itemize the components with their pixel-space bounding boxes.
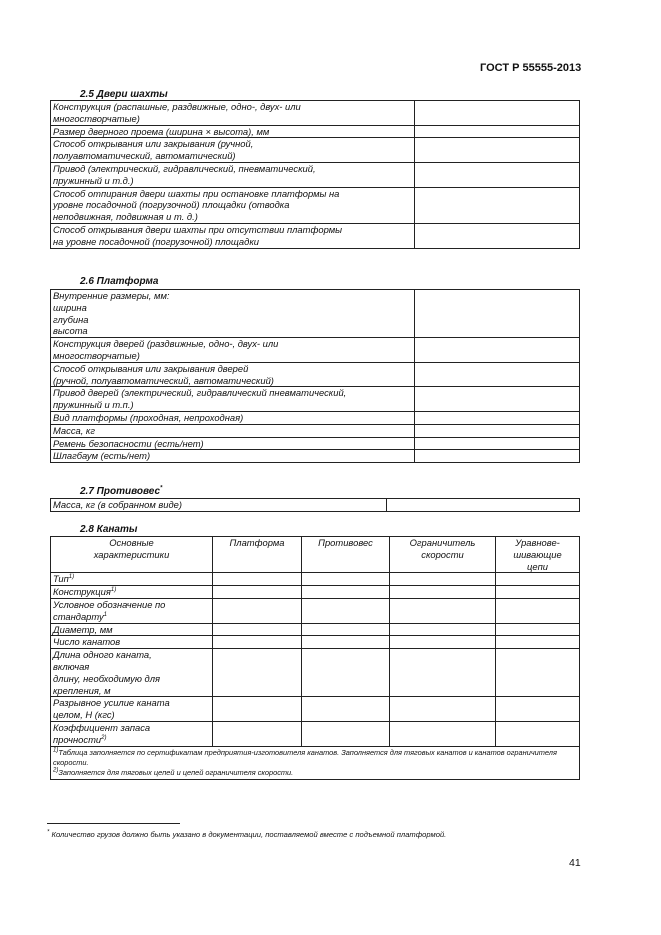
value-cell[interactable] xyxy=(415,411,580,424)
value-cell[interactable] xyxy=(415,290,580,338)
value-cell[interactable] xyxy=(302,586,390,599)
value-cell[interactable] xyxy=(213,649,302,697)
value-cell[interactable] xyxy=(390,623,496,636)
value-cell[interactable] xyxy=(496,697,580,722)
page-number: 41 xyxy=(569,857,581,869)
value-cell[interactable] xyxy=(415,424,580,437)
table-row xyxy=(51,649,580,697)
row-label: Способ открывания или закрывания дверей (ручной, полуавтоматический, автоматический) xyxy=(51,362,415,387)
row-label: Привод дверей (электрический, гидравлический пневматический, пружинный и т.п.) xyxy=(51,387,415,412)
table-row xyxy=(51,411,580,424)
value-cell[interactable] xyxy=(213,598,302,623)
table-row xyxy=(51,598,580,623)
value-cell[interactable] xyxy=(415,387,580,412)
value-cell[interactable] xyxy=(415,362,580,387)
value-cell[interactable] xyxy=(302,721,390,746)
row-label: Масса, кг xyxy=(51,424,415,437)
row-label: Размер дверного проема (ширина × высота), мм xyxy=(51,125,415,138)
section-2-6-title: 2.6 Платформа xyxy=(80,276,159,287)
notes-row xyxy=(51,746,580,779)
table-row xyxy=(51,223,580,248)
header-row xyxy=(51,537,580,573)
value-cell[interactable] xyxy=(415,450,580,463)
table-note xyxy=(53,748,577,768)
row-label: Конструкция дверей (раздвижные, одно-, двух- или многостворчатые) xyxy=(51,338,415,363)
value-cell[interactable] xyxy=(390,636,496,649)
footnote xyxy=(47,830,607,839)
value-cell[interactable] xyxy=(496,636,580,649)
counterweight-table xyxy=(50,498,580,512)
table-note-mark: 2) xyxy=(53,767,59,774)
platform-table xyxy=(50,289,580,463)
value-cell[interactable] xyxy=(302,697,390,722)
table-row xyxy=(51,450,580,463)
value-cell[interactable] xyxy=(302,649,390,697)
row-label: Шлагбаум (есть/нет) xyxy=(51,450,415,463)
table-note xyxy=(53,768,577,778)
row-label-text: Конструкция xyxy=(53,586,111,598)
row-label-note-mark: 1) xyxy=(68,574,75,581)
value-cell[interactable] xyxy=(390,573,496,586)
row-label xyxy=(51,586,213,599)
row-label: Конструкция (распашные, раздвижные, одно-, двух- или многостворчатые) xyxy=(51,101,415,126)
footnote-mark: * xyxy=(47,829,50,836)
row-label: Способ отпирания двери шахты при остановке платформы на уровне посадочной (погрузочной) площадки (отводка неподвижная, подвижная и т. д.) xyxy=(51,187,415,223)
row-label-note-mark: 1) xyxy=(110,587,117,594)
table-row xyxy=(51,586,580,599)
row-label xyxy=(51,649,213,697)
column-header: Противовес xyxy=(302,537,390,573)
value-cell[interactable] xyxy=(415,125,580,138)
column-header: Основные характеристики xyxy=(51,537,213,573)
table-note-text: Таблица заполняется по сертификатам предприятия-изготовителя канатов. Заполняется для тяговых канатов и канатов ограничителя скорости. xyxy=(53,747,557,767)
section-2-7-footnote-mark: * xyxy=(160,485,163,492)
table-row xyxy=(51,721,580,746)
value-cell[interactable] xyxy=(496,598,580,623)
footnote-text: Количество грузов должно быть указано в документации, поставляемой вместе с подъемной платформой. xyxy=(51,830,447,839)
table-row xyxy=(51,338,580,363)
table-row xyxy=(51,387,580,412)
table-row xyxy=(51,573,580,586)
value-cell[interactable] xyxy=(387,499,580,512)
table-notes xyxy=(51,746,580,779)
row-label-text: Тип xyxy=(53,573,69,585)
table-row xyxy=(51,437,580,450)
column-header: Платформа xyxy=(213,537,302,573)
shaft-doors-table xyxy=(50,100,580,249)
row-label: Способ открывания или закрывания (ручной, полуавтоматический, автоматический) xyxy=(51,138,415,163)
value-cell[interactable] xyxy=(213,697,302,722)
value-cell[interactable] xyxy=(496,623,580,636)
table-row xyxy=(51,101,580,126)
value-cell[interactable] xyxy=(415,162,580,187)
value-cell[interactable] xyxy=(213,721,302,746)
row-label-text: Коэффициент запаса прочности xyxy=(53,721,151,745)
table-row xyxy=(51,499,580,512)
value-cell[interactable] xyxy=(390,649,496,697)
table-row xyxy=(51,290,580,338)
row-label: Вид платформы (проходная, непроходная) xyxy=(51,411,415,424)
value-cell[interactable] xyxy=(496,573,580,586)
column-header: Уравнове- шивающие цепи xyxy=(496,537,580,573)
value-cell[interactable] xyxy=(415,187,580,223)
footnote-separator xyxy=(47,823,180,824)
value-cell[interactable] xyxy=(213,573,302,586)
section-2-7-title xyxy=(80,486,162,497)
table-row xyxy=(51,697,580,722)
value-cell[interactable] xyxy=(390,586,496,599)
value-cell[interactable] xyxy=(415,138,580,163)
value-cell[interactable] xyxy=(213,636,302,649)
row-label-note-mark: 1 xyxy=(103,611,108,618)
value-cell[interactable] xyxy=(213,623,302,636)
value-cell[interactable] xyxy=(390,697,496,722)
value-cell[interactable] xyxy=(390,721,496,746)
value-cell[interactable] xyxy=(496,586,580,599)
row-label xyxy=(51,573,213,586)
row-label-text: Разрывное усилие каната целом, Н (кгс) xyxy=(53,697,170,721)
table-row xyxy=(51,138,580,163)
table-note-mark: 1) xyxy=(53,747,59,754)
row-label-text: Диаметр, мм xyxy=(53,623,113,635)
row-label: Ремень безопасности (есть/нет) xyxy=(51,437,415,450)
row-label: Внутренние размеры, мм: ширина глубина высота xyxy=(51,290,415,338)
value-cell[interactable] xyxy=(415,437,580,450)
column-header: Ограничитель скорости xyxy=(390,537,496,573)
row-label-text: Условное обозначение по стандарту xyxy=(53,598,166,622)
document-header: ГОСТ Р 55555-2013 xyxy=(480,62,582,74)
value-cell[interactable] xyxy=(415,101,580,126)
value-cell[interactable] xyxy=(496,721,580,746)
row-label xyxy=(51,697,213,722)
row-label xyxy=(51,623,213,636)
table-row xyxy=(51,362,580,387)
row-label xyxy=(51,598,213,623)
section-2-8-title: 2.8 Канаты xyxy=(80,524,138,535)
table-row xyxy=(51,187,580,223)
row-label xyxy=(51,636,213,649)
section-2-7-title-text: 2.7 Противовес xyxy=(80,486,161,497)
row-label: Привод (электрический, гидравлический, пневматический, пружинный и т.д.) xyxy=(51,162,415,187)
row-label: Масса, кг (в собранном виде) xyxy=(51,499,387,512)
table-row xyxy=(51,424,580,437)
ropes-table xyxy=(50,536,580,780)
value-cell[interactable] xyxy=(302,573,390,586)
value-cell[interactable] xyxy=(390,598,496,623)
table-row xyxy=(51,623,580,636)
row-label-note-mark: 2) xyxy=(101,734,107,741)
value-cell[interactable] xyxy=(415,223,580,248)
row-label: Способ открывания двери шахты при отсутствии платформы на уровне посадочной (погрузочной) площадки xyxy=(51,223,415,248)
value-cell[interactable] xyxy=(213,586,302,599)
table-note-text: Заполняется для тяговых цепей и цепей ограничителя скорости. xyxy=(58,767,294,777)
value-cell[interactable] xyxy=(302,598,390,623)
row-label-text: Длина одного каната, включая длину, необходимую для крепления, м xyxy=(53,649,160,696)
section-2-5-title: 2.5 Двери шахты xyxy=(80,89,168,100)
value-cell[interactable] xyxy=(496,649,580,697)
table-row xyxy=(51,162,580,187)
table-row xyxy=(51,636,580,649)
row-label-text: Число канатов xyxy=(53,636,121,648)
value-cell[interactable] xyxy=(302,636,390,649)
value-cell[interactable] xyxy=(415,338,580,363)
value-cell[interactable] xyxy=(302,623,390,636)
row-label xyxy=(51,721,213,746)
table-row xyxy=(51,125,580,138)
